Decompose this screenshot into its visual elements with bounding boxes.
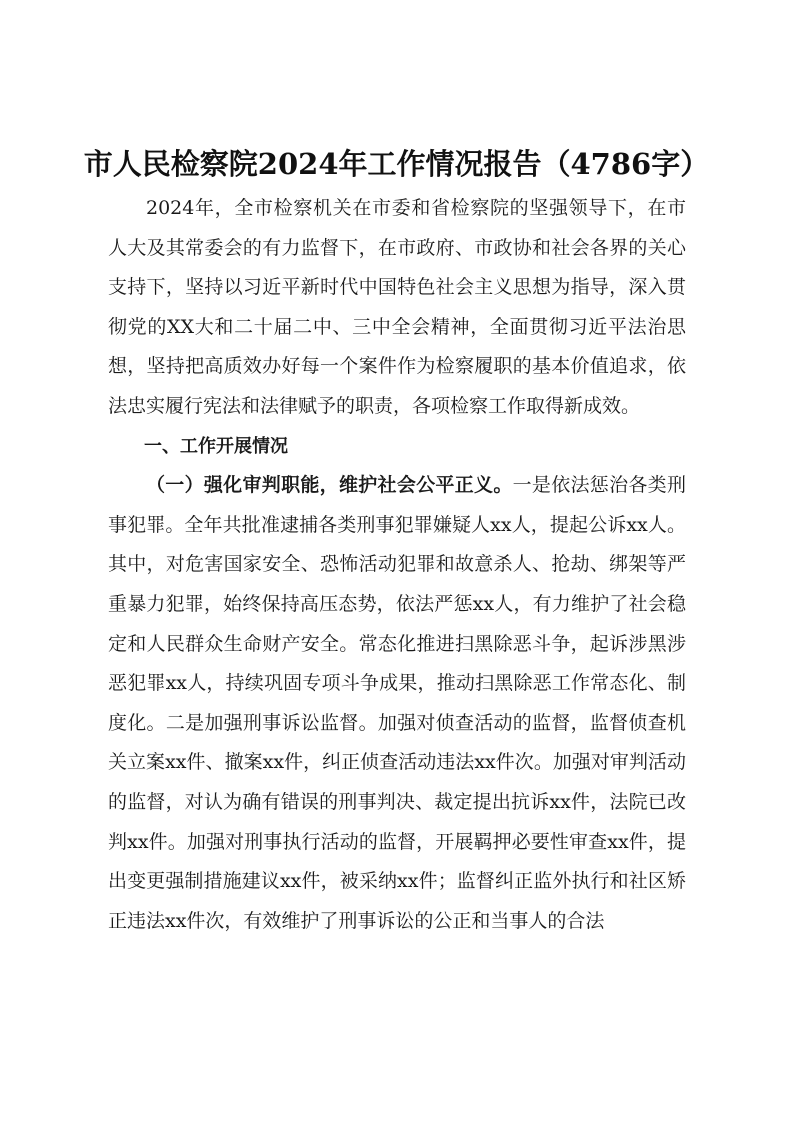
subsection-text: 一是依法惩治各类刑事犯罪。全年共批准逮捕各类刑事犯罪嫌疑人xx人，提起公诉xx人。其中，对危害国家安全、恐怖活动犯罪和故意杀人、抢劫、绑架等严重暴力犯罪，始终保持高压态势，依法严惩xx人，有力维护了社会稳定和人民群众生命财产安全。常态化推进扫黑除恶斗争，起诉涉黑涉恶犯罪xx人，持续巩固专项斗争成果，推动扫黑除恶工作常态化、制度化。二是加强刑事诉讼监督。加强对侦查活动的监督，监督侦查机关立案xx件、撤案xx件，纠正侦查活动违法xx件次。加强对审判活动的监督，对认为确有错误的刑事判决、裁定提出抗诉xx件，法院已改判xx件。加强对刑事执行活动的监督，开展羁押必要性审查xx件，提出变更强制措施建议xx件，被采纳xx件；监督纠正监外执行和社区矫正违法xx件次，有效维护了刑事诉讼的公正和当事人的合法 (108, 474, 686, 932)
subsection-heading: （一）强化审判职能，维护社会公平正义。 (146, 474, 513, 497)
document-title: 市人民检察院2024年工作情况报告（4786字） (83, 147, 710, 181)
intro-paragraph: 2024年，全市检察机关在市委和省检察院的坚强领导下，在市人大及其常委会的有力监督下，在市政府、市政协和社会各界的关心支持下，坚持以习近平新时代中国特色社会主义思想为指导，深入贯彻党的XX大和二十届二中、三中全会精神，全面贯彻习近平法治思想，坚持把高质效办好每一个案件作为检察履职的基本价值追求，依法忠实履行宪法和法律赋予的职责，各项检察工作取得新成效。 (108, 197, 686, 417)
section-heading: 一、工作开展情况 (144, 435, 288, 457)
document-body (108, 189, 686, 941)
section-paragraph (108, 466, 686, 941)
